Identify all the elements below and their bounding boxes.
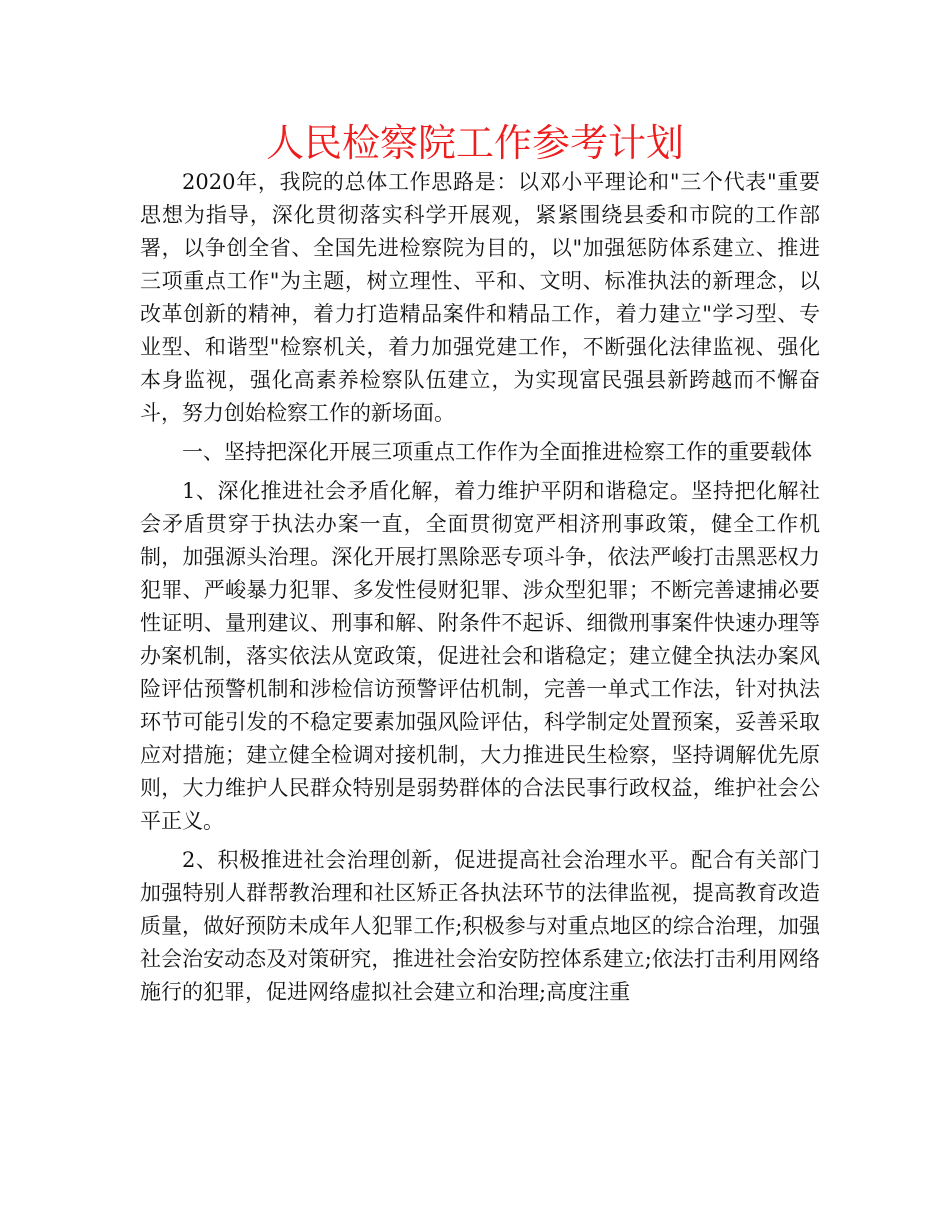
document-body xyxy=(140,166,820,1015)
paragraph-item-2: 2、积极推进社会治理创新，促进提高社会治理水平。配合有关部门加强特别人群帮教治理和社区矫正各执法环节的法律监视，提高教育改造质量，做好预防未成年人犯罪工作;积极参与对重点地区的综合治理，加强社会治安动态及对策研究，推进社会治安防控体系建立;依法打击利用网络施行的犯罪，促进网络虚拟社会建立和治理;高度注重 xyxy=(140,848,820,1004)
document-title: 人民检察院工作参考计划 xyxy=(265,121,684,165)
paragraph-section-heading: 一、坚持把深化开展三项重点工作作为全面推进检察工作的重要载体 xyxy=(182,440,812,464)
paragraph-intro: 2020年，我院的总体工作思路是：以邓小平理论和"三个代表"重要思想为指导，深化贯彻落实科学开展观，紧紧围绕县委和市院的工作部署，以争创全省、全国先进检察院为目的，以"加强惩防体系建立、推进三项重点工作"为主题，树立理性、平和、文明、标准执法的新理念，以改革创新的精神，着力打造精品案件和精品工作，着力建立"学习型、专业型、和谐型"检察机关，着力加强党建工作，不断强化法律监视、强化本身监视，强化高素养检察队伍建立，为实现富民强县新跨越而不懈奋斗，努力创始检察工作的新场面。 xyxy=(140,170,820,425)
paragraph-item-1: 1、深化推进社会矛盾化解，着力维护平阴和谐稳定。坚持把化解社会矛盾贯穿于执法办案一直，全面贯彻宽严相济刑事政策，健全工作机制，加强源头治理。深化开展打黑除恶专项斗争，依法严峻打击黑恶权力犯罪、严峻暴力犯罪、多发性侵财犯罪、涉众型犯罪；不断完善逮捕必要性证明、量刑建议、刑事和解、附条件不起诉、细微刑事案件快速办理等办案机制，落实依法从宽政策，促进社会和谐稳定；建立健全执法办案风险评估预警机制和涉检信访预警评估机制，完善一单式工作法，针对执法环节可能引发的不稳定要素加强风险评估，科学制定处置预案，妥善采取应对措施；建立健全检调对接机制，大力推进民生检察，坚持调解优先原则，大力维护人民群众特别是弱势群体的合法民事行政权益，维护社会公平正义。 xyxy=(140,479,820,833)
